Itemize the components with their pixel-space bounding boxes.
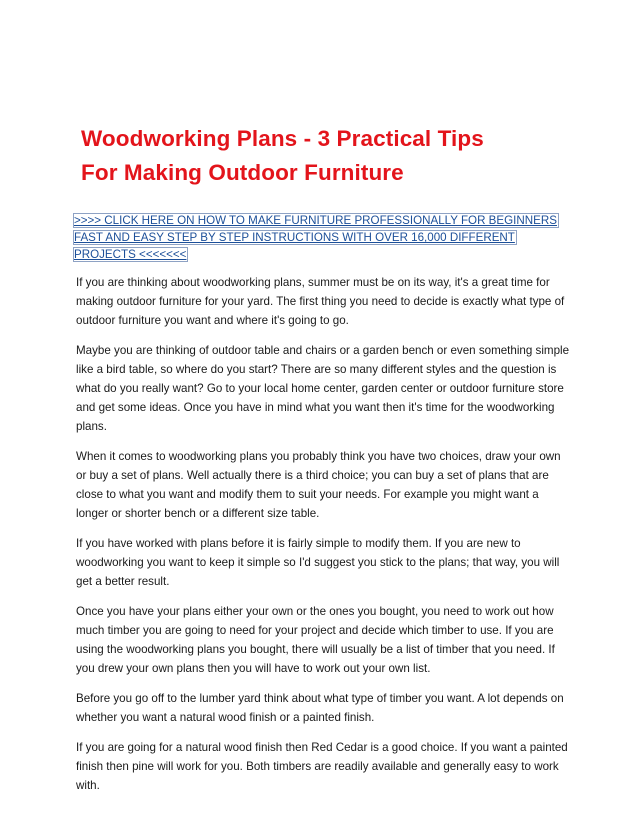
text-line: plans. — [76, 420, 107, 433]
promo-link-line[interactable] — [73, 229, 573, 246]
text-line: like a bird table, so where do you start? There are so many different styles and the question is — [76, 363, 557, 376]
text-line: whether you want a natural wood finish or a painted finish. — [76, 711, 375, 724]
title-line: Woodworking Plans - 3 Practical Tips — [81, 126, 484, 151]
text-line: When it comes to woodworking plans you probably think you have two choices, draw your own — [76, 450, 561, 463]
text-line: Once you have your plans either your own or the ones you bought, you need to work out how — [76, 605, 554, 618]
text-line: much timber you are going to need for your project and decide which timber to use. If you are — [76, 624, 554, 637]
paragraph — [76, 738, 576, 795]
article-body — [76, 273, 576, 795]
paragraph — [76, 534, 576, 591]
text-line: woodworking you want to keep it simple so I'd suggest you stick to the plans; that way, you will — [76, 556, 560, 569]
paragraph — [76, 602, 576, 678]
text-line: and get some ideas. Once you have in mind what you want then it's time for the woodworking — [76, 401, 555, 414]
promo-link-text[interactable]: PROJECTS <<<<<<< — [74, 248, 187, 261]
text-line: finish then pine will work for you. Both timbers are readily available and generally easy to work — [76, 760, 559, 773]
title-line: For Making Outdoor Furniture — [81, 160, 404, 185]
paragraph — [76, 273, 576, 330]
article-title — [81, 122, 601, 190]
text-line: If you are going for a natural wood finish then Red Cedar is a good choice. If you want a painted — [76, 741, 568, 754]
paragraph — [76, 689, 576, 727]
text-line: Before you go off to the lumber yard think about what type of timber you want. A lot depends on — [76, 692, 564, 705]
promo-link[interactable] — [73, 212, 573, 263]
text-line: If you have worked with plans before it is fairly simple to modify them. If you are new to — [76, 537, 521, 550]
promo-link-text[interactable]: FAST AND EASY STEP BY STEP INSTRUCTIONS WITH OVER 16,000 DIFFERENT — [74, 231, 515, 244]
text-line: get a better result. — [76, 575, 170, 588]
text-line: you drew your own plans then you will have to work out your own list. — [76, 662, 431, 675]
text-line: longer or shorter bench or a different size table. — [76, 507, 320, 520]
text-line: close to what you want and modify them to suit your needs. For example you might want a — [76, 488, 539, 501]
text-line: making outdoor furniture for your yard. The first thing you need to decide is exactly what type of — [76, 295, 565, 308]
paragraph — [76, 447, 576, 523]
promo-link-line[interactable] — [73, 212, 573, 229]
text-line: Maybe you are thinking of outdoor table and chairs or a garden bench or even something simple — [76, 344, 570, 357]
text-line: what do you really want? Go to your local home center, garden center or outdoor furniture store — [76, 382, 564, 395]
text-line: using the woodworking plans you bought, there will usually be a list of timber that you need. If — [76, 643, 555, 656]
paragraph — [76, 341, 576, 436]
text-line: If you are thinking about woodworking plans, summer must be on its way, it's a great time for — [76, 276, 550, 289]
promo-link-line[interactable] — [73, 246, 573, 263]
text-line: or buy a set of plans. Well actually there is a third choice; you can buy a set of plans that are — [76, 469, 549, 482]
text-line: outdoor furniture you want and where it's going to go. — [76, 314, 349, 327]
text-line: with. — [76, 779, 100, 792]
promo-link-text[interactable]: >>>> CLICK HERE ON HOW TO MAKE FURNITURE PROFESSIONALLY FOR BEGINNERS — [74, 214, 557, 227]
